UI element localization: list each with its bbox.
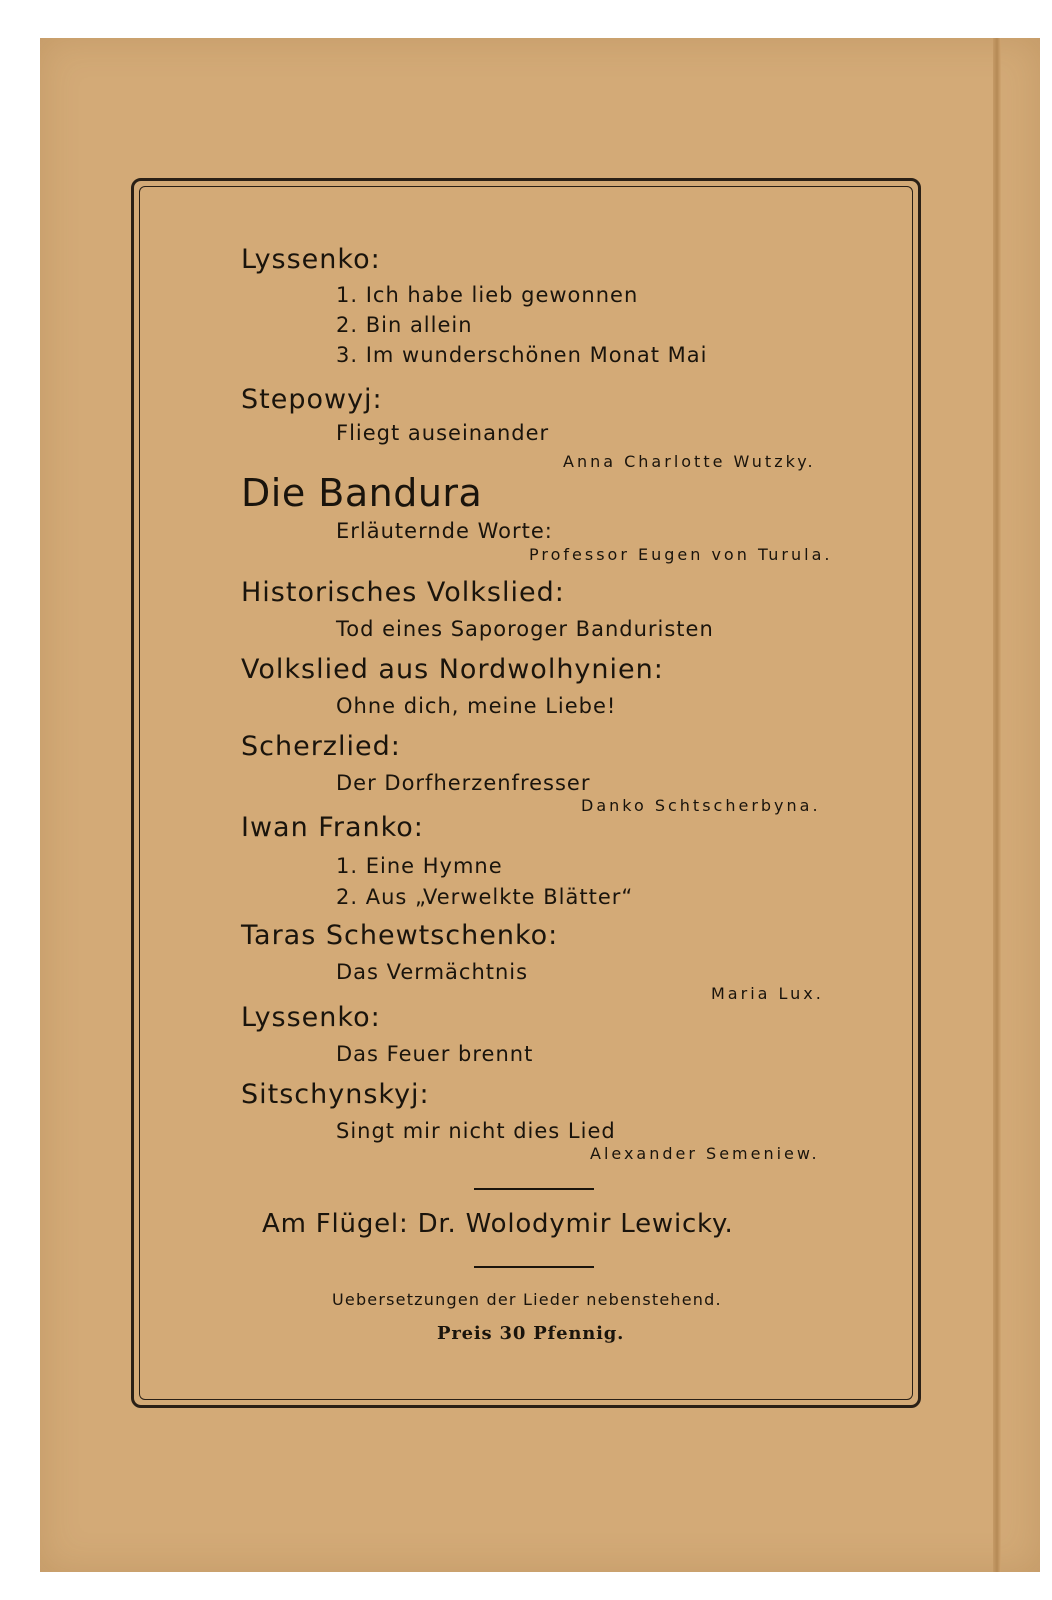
paper-fold <box>993 38 1001 1572</box>
composer-heading: Taras Schewtschenko: <box>241 920 559 951</box>
composer-heading: Historisches Volkslied: <box>241 577 565 608</box>
divider-rule <box>474 1266 594 1268</box>
price-line: Preis 30 Pfennig. <box>437 1323 625 1344</box>
song-title: Fliegt auseinander <box>336 421 550 445</box>
section-heading: Die Bandura <box>241 471 483 515</box>
song-title: Singt mir nicht dies Lied <box>336 1119 616 1143</box>
song-title: 2. Aus „Verwelkte Blätter“ <box>336 885 634 909</box>
divider-rule <box>474 1188 594 1190</box>
song-title: Ohne dich, meine Liebe! <box>336 694 617 718</box>
song-title: 1. Eine Hymne <box>336 854 503 878</box>
performer-name: Maria Lux. <box>711 984 824 1003</box>
composer-heading: Scherzlied: <box>241 731 401 762</box>
song-title: Tod eines Saporoger Banduristen <box>336 617 714 641</box>
performer-name: Danko Schtscherbyna. <box>581 796 821 815</box>
accompanist-line: Am Flügel: Dr. Wolodymir Lewicky. <box>262 1209 734 1239</box>
song-title: Das Feuer brennt <box>336 1042 534 1066</box>
composer-heading: Sitschynskyj: <box>241 1079 430 1110</box>
composer-heading: Volkslied aus Nordwolhynien: <box>241 654 664 685</box>
composer-heading: Stepowyj: <box>241 384 383 415</box>
performer-name: Alexander Semeniew. <box>590 1144 820 1163</box>
composer-heading: Iwan Franko: <box>241 812 424 843</box>
song-title: 1. Ich habe lieb gewonnen <box>336 283 639 307</box>
song-title: 2. Bin allein <box>336 313 473 337</box>
performer-name: Anna Charlotte Wutzky. <box>563 452 816 471</box>
song-title: Das Vermächtnis <box>336 960 529 984</box>
composer-heading: Lyssenko: <box>241 244 381 275</box>
song-title: Der Dorfherzenfresser <box>336 771 591 795</box>
performer-name: Professor Eugen von Turula. <box>529 545 833 564</box>
song-title: 3. Im wunderschönen Monat Mai <box>336 343 708 367</box>
translation-note: Uebersetzungen der Lieder nebenstehend. <box>332 1290 722 1309</box>
composer-heading: Lyssenko: <box>241 1002 381 1033</box>
explanation-label: Erläuternde Worte: <box>336 519 553 543</box>
